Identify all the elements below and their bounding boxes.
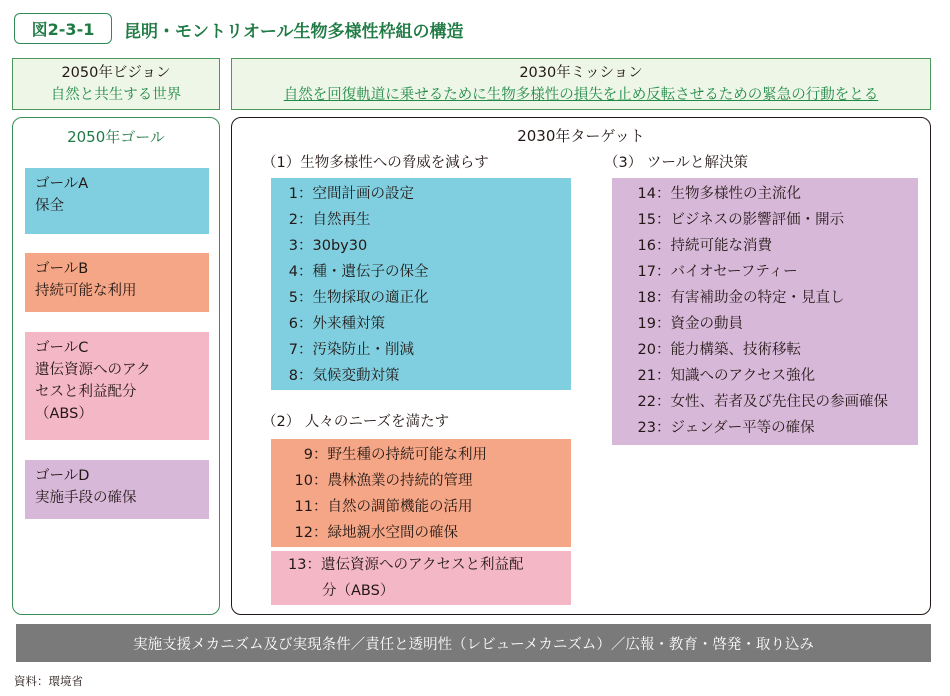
target-item: 11：自然の調節機能の活用 [294,499,473,515]
target-item: 15：ビジネスの影響評価・開示 [637,212,845,228]
target-item: 8：気候変動対策 [288,368,400,384]
section3-heading: （3） ツールと解決策 [604,155,749,171]
target-item: 16：持続可能な消費 [637,238,772,254]
targets-title: 2030年ターゲット [517,127,645,145]
target-item: 6：外来種対策 [288,316,385,332]
target-item: 7：汚染防止・削減 [288,342,414,358]
target-13-box [271,551,571,605]
goal-c-name: ゴールC [35,340,89,356]
figure-title: 昆明・モントリオール生物多様性枠組の構造 [124,22,464,42]
goals-title: 2050年ゴール [67,128,165,146]
vision-banner [12,58,220,110]
source-note: 資料：環境省 [14,674,83,688]
goal-d-name: ゴールD [35,468,90,484]
mission-heading: 2030年ミッション [519,65,643,81]
target-item: 18：有害補助金の特定・見直し [637,290,845,306]
target-item: 5：生物採取の適正化 [288,290,429,306]
target-item: 10：農林漁業の持続的管理 [294,473,473,489]
target-item: 21：知識へのアクセス強化 [637,368,816,384]
goal-b [25,253,209,312]
goal-c-text-line2: セスと利益配分 [35,384,137,400]
target-item: 2：自然再生 [288,212,371,228]
goal-d-text: 実施手段の確保 [35,490,137,506]
target-item: 12：緑地親水空間の確保 [294,525,458,541]
target-item: 23：ジェンダー平等の確保 [637,420,815,436]
target-item: 22：女性、若者及び先住民の参画確保 [637,394,888,410]
goal-c-text-line3: （ABS） [35,406,93,422]
figure-label: 図2-3-1 [14,13,112,44]
target-item: 3：30by30 [288,238,368,254]
section1-heading: （1）生物多様性への脅威を減らす [262,155,489,171]
target-item: 17：バイオセーフティー [637,264,798,280]
goal-a-text: 保全 [35,198,64,214]
goal-c [25,332,209,440]
mission-banner [231,58,931,110]
goal-d [25,460,209,519]
section1-box [271,178,571,390]
target-13-line1: 13：遺伝資源へのアクセスと利益配 [288,557,524,573]
goal-b-name: ゴールB [35,261,89,277]
mission-text: 自然を回復軌道に乗せるために生物多様性の損失を止め反転させるための緊急の行動をとる [283,87,879,103]
section2-heading: （2） 人々のニーズを満たす [262,414,450,430]
target-item: 20：能力構築、技術移転 [637,342,801,358]
implementation-bar: 実施支援メカニズム及び実現条件／責任と透明性（レビューメカニズム）／広報・教育・啓発・取り込み [16,624,931,662]
target-item: 9：野生種の持続可能な利用 [303,447,487,463]
section3-box [612,178,918,445]
vision-heading: 2050年ビジョン [61,65,171,81]
target-item: 19：資金の動員 [637,316,743,332]
goal-b-text: 持続可能な利用 [35,283,137,299]
target-item: 14：生物多様性の主流化 [637,186,801,202]
target-item: 4：種・遺伝子の保全 [288,264,429,280]
goal-a [25,168,209,234]
goal-a-name: ゴールA [35,176,89,192]
goal-c-text-line1: 遺伝資源へのアク [35,362,151,378]
target-item: 1：空間計画の設定 [288,186,414,202]
vision-text: 自然と共生する世界 [50,87,182,103]
section2-box [271,439,571,547]
target-13-line2: 分（ABS） [322,583,395,599]
